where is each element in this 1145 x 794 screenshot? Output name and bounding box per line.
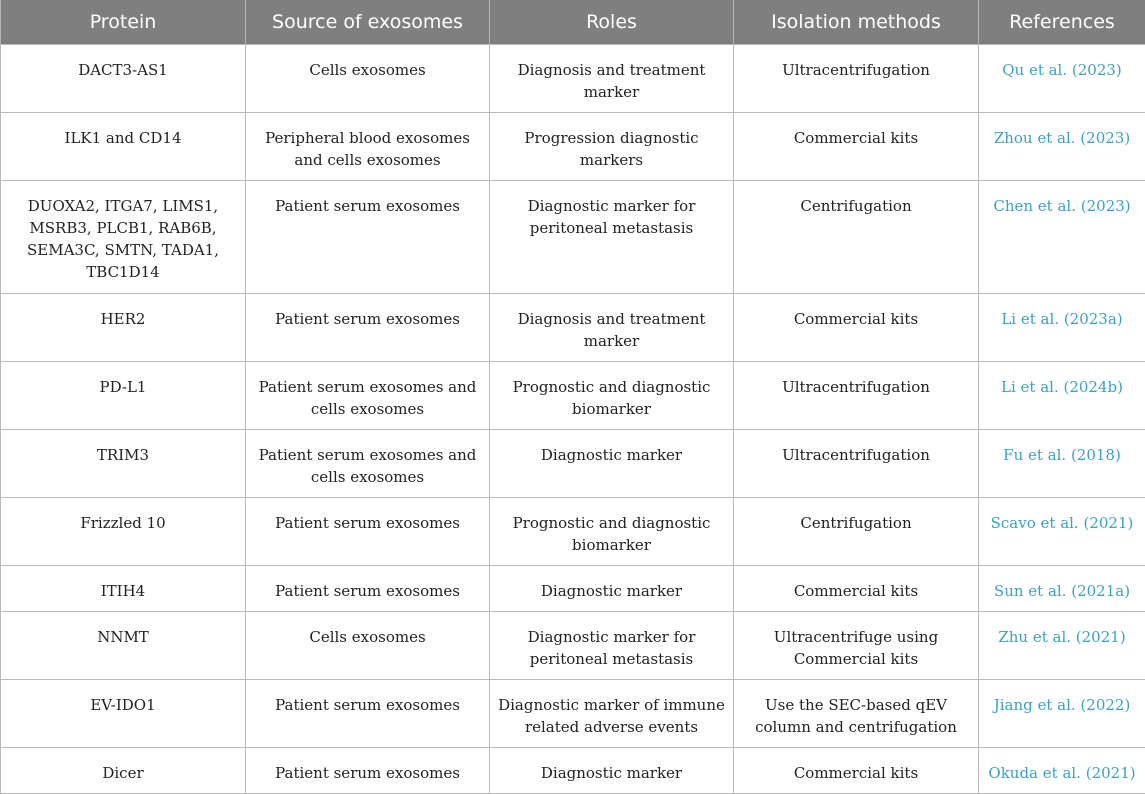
header-isolation-methods: Isolation methods xyxy=(734,0,979,45)
reference-link[interactable]: Zhu et al. (2021) xyxy=(979,612,1145,680)
protein-cell: DACT3-AS1 xyxy=(1,45,246,113)
roles-cell: Diagnostic marker for peritoneal metastasis xyxy=(490,612,734,680)
reference-link[interactable]: Okuda et al. (2021) xyxy=(979,748,1145,794)
protein-cell: EV-IDO1 xyxy=(1,680,246,748)
reference-link[interactable]: Li et al. (2024b) xyxy=(979,362,1145,430)
table-row xyxy=(1,498,1145,566)
table-row xyxy=(1,748,1145,794)
roles-cell: Diagnosis and treatment marker xyxy=(490,294,734,362)
reference-link[interactable]: Zhou et al. (2023) xyxy=(979,113,1145,181)
table-row xyxy=(1,612,1145,680)
source-cell: Patient serum exosomes and cells exosomes xyxy=(246,430,490,498)
method-cell: Commercial kits xyxy=(734,113,979,181)
table-row xyxy=(1,430,1145,498)
method-cell: Commercial kits xyxy=(734,294,979,362)
header-row xyxy=(1,0,1145,45)
source-cell: Patient serum exosomes xyxy=(246,181,490,294)
protein-cell: Frizzled 10 xyxy=(1,498,246,566)
source-cell: Patient serum exosomes xyxy=(246,566,490,612)
protein-cell: Dicer xyxy=(1,748,246,794)
roles-cell: Diagnostic marker for peritoneal metastasis xyxy=(490,181,734,294)
method-cell: Centrifugation xyxy=(734,498,979,566)
method-cell: Centrifugation xyxy=(734,181,979,294)
reference-link[interactable]: Scavo et al. (2021) xyxy=(979,498,1145,566)
table-header xyxy=(1,0,1145,45)
protein-cell: PD-L1 xyxy=(1,362,246,430)
roles-cell: Diagnostic marker of immune related adverse events xyxy=(490,680,734,748)
method-cell: Commercial kits xyxy=(734,566,979,612)
table-row xyxy=(1,181,1145,294)
source-cell: Patient serum exosomes xyxy=(246,498,490,566)
header-references: References xyxy=(979,0,1145,45)
table-row xyxy=(1,45,1145,113)
protein-cell: HER2 xyxy=(1,294,246,362)
header-source: Source of exosomes xyxy=(246,0,490,45)
reference-link[interactable]: Fu et al. (2018) xyxy=(979,430,1145,498)
source-cell: Patient serum exosomes xyxy=(246,680,490,748)
roles-cell: Diagnostic marker xyxy=(490,430,734,498)
source-cell: Cells exosomes xyxy=(246,612,490,680)
table-row xyxy=(1,113,1145,181)
header-protein: Protein xyxy=(1,0,246,45)
table-row xyxy=(1,680,1145,748)
header-roles: Roles xyxy=(490,0,734,45)
method-cell: Ultracentrifuge using Commercial kits xyxy=(734,612,979,680)
method-cell: Ultracentrifugation xyxy=(734,45,979,113)
reference-link[interactable]: Jiang et al. (2022) xyxy=(979,680,1145,748)
roles-cell: Prognostic and diagnostic biomarker xyxy=(490,362,734,430)
reference-link[interactable]: Li et al. (2023a) xyxy=(979,294,1145,362)
roles-cell: Diagnosis and treatment marker xyxy=(490,45,734,113)
table-row xyxy=(1,294,1145,362)
table-row xyxy=(1,566,1145,612)
table-row xyxy=(1,362,1145,430)
roles-cell: Diagnostic marker xyxy=(490,566,734,612)
method-cell: Use the SEC-based qEV column and centrifugation xyxy=(734,680,979,748)
source-cell: Patient serum exosomes xyxy=(246,748,490,794)
source-cell: Patient serum exosomes and cells exosomes xyxy=(246,362,490,430)
protein-cell: ITIH4 xyxy=(1,566,246,612)
protein-cell: NNMT xyxy=(1,612,246,680)
protein-cell: TRIM3 xyxy=(1,430,246,498)
protein-cell: DUOXA2, ITGA7, LIMS1, MSRB3, PLCB1, RAB6B, SEMA3C, SMTN, TADA1, TBC1D14 xyxy=(1,181,246,294)
method-cell: Ultracentrifugation xyxy=(734,362,979,430)
reference-link[interactable]: Qu et al. (2023) xyxy=(979,45,1145,113)
source-cell: Peripheral blood exosomes and cells exosomes xyxy=(246,113,490,181)
table-body xyxy=(1,45,1145,794)
method-cell: Commercial kits xyxy=(734,748,979,794)
roles-cell: Diagnostic marker xyxy=(490,748,734,794)
roles-cell: Progression diagnostic markers xyxy=(490,113,734,181)
protein-cell: ILK1 and CD14 xyxy=(1,113,246,181)
reference-link[interactable]: Sun et al. (2021a) xyxy=(979,566,1145,612)
source-cell: Cells exosomes xyxy=(246,45,490,113)
roles-cell: Prognostic and diagnostic biomarker xyxy=(490,498,734,566)
source-cell: Patient serum exosomes xyxy=(246,294,490,362)
reference-link[interactable]: Chen et al. (2023) xyxy=(979,181,1145,294)
method-cell: Ultracentrifugation xyxy=(734,430,979,498)
